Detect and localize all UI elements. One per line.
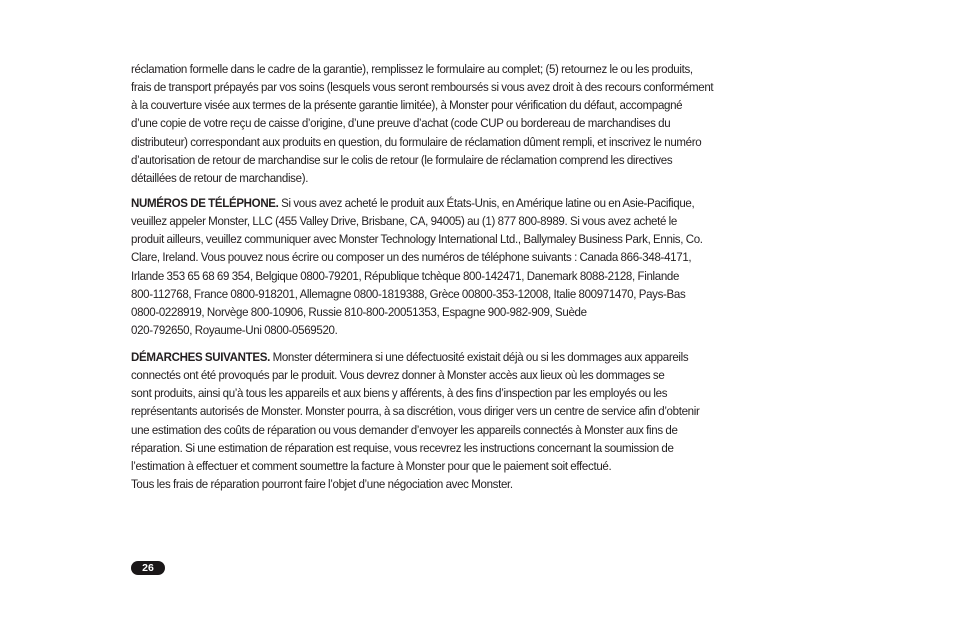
paragraph-line: Clare, Ireland. Vous pouvez nous écrire ou composer un des numéros de téléphone suivants : Canada 866-348-4171,	[131, 250, 692, 265]
page-number-badge: 26	[131, 561, 165, 575]
warranty-claim-paragraph	[131, 60, 782, 187]
paragraph-line: sont produits, ainsi qu’à tous les appareils et aux biens y afférents, à des fins d’inspection par les employés ou les	[131, 386, 668, 401]
paragraph-line: d’autorisation de retour de marchandise sur le colis de retour (le formulaire de réclamation comprend les directives	[131, 152, 673, 167]
paragraph-line: frais de transport prépayés par vos soins (lesquels vous seront remboursés si vous avez droit à des recours conformément	[131, 80, 714, 95]
paragraph-line: connectés ont été provoqués par le produit. Vous devrez donner à Monster accès aux lieux où les dommages se	[131, 368, 665, 383]
paragraph-line: produit ailleurs, veuillez communiquer avec Monster Technology International Ltd., Ballymaley Business Park, Ennis, Co.	[131, 232, 703, 247]
paragraph-line: réparation. Si une estimation de réparation est requise, vous recevrez les instructions concernant la soumission de	[131, 440, 674, 455]
paragraph-line: Tous les frais de réparation pourront faire l’objet d’une négociation avec Monster.	[131, 477, 513, 492]
next-steps-heading: DÉMARCHES SUIVANTES.	[131, 350, 270, 364]
paragraph-text: Si vous avez acheté le produit aux États-Unis, en Amérique latine ou en Asie-Pacifique,	[278, 196, 695, 210]
paragraph-line: représentants autorisés de Monster. Monster pourra, à sa discrétion, vous diriger vers un centre de service afin d’obtenir	[131, 404, 700, 419]
paragraph-line: d’une copie de votre reçu de caisse d’origine, d’une preuve d’achat (code CUP ou bordereau de marchandises du	[131, 116, 671, 131]
phone-numbers-paragraph	[131, 194, 782, 339]
paragraph-line: 020-792650, Royaume-Uni 0800-0569520.	[131, 323, 338, 338]
paragraph-line: à la couverture visée aux termes de la présente garantie limitée), à Monster pour vérification du défaut, accompagné	[131, 98, 683, 113]
phone-numbers-heading: NUMÉROS DE TÉLÉPHONE.	[131, 196, 279, 210]
paragraph-line: 0800-0228919, Norvège 800-10906, Russie 810-800-20051353, Espagne 900-982-909, Suède	[131, 304, 587, 319]
paragraph-line: une estimation des coûts de réparation ou vous demander d’envoyer les appareils connectés à Monster aux fins de	[131, 422, 678, 437]
paragraph-line: 800-112768, France 0800-918201, Allemagne 0800-1819388, Grèce 00800-353-12008, Italie 800971470, Pays-Bas	[131, 286, 686, 301]
paragraph-first-line	[131, 348, 782, 366]
paragraph-line: veuillez appeler Monster, LLC (455 Valley Drive, Brisbane, CA, 94005) au (1) 877 800-8989. Si vous avez acheté le	[131, 214, 678, 229]
next-steps-paragraph	[131, 348, 782, 493]
paragraph-first-line	[131, 194, 782, 212]
paragraph-line: détaillées de retour de marchandise).	[131, 170, 309, 185]
paragraph-line: l’estimation à effectuer et comment soumettre la facture à Monster pour que le paiement soit effectué.	[131, 458, 612, 473]
paragraph-line: Irlande 353 65 68 69 354, Belgique 0800-79201, République tchèque 800-142471, Danemark 8088-2128, Finlande	[131, 268, 680, 283]
paragraph-line: distributeur) correspondant aux produits en question, du formulaire de réclamation dûment rempli, et inscrivez le numéro	[131, 134, 702, 149]
paragraph-text: Monster déterminera si une défectuosité existait déjà ou si les dommages aux appareils	[269, 350, 689, 364]
paragraph-line: réclamation formelle dans le cadre de la garantie), remplissez le formulaire au complet; (5) retournez le ou les produits,	[131, 62, 693, 76]
